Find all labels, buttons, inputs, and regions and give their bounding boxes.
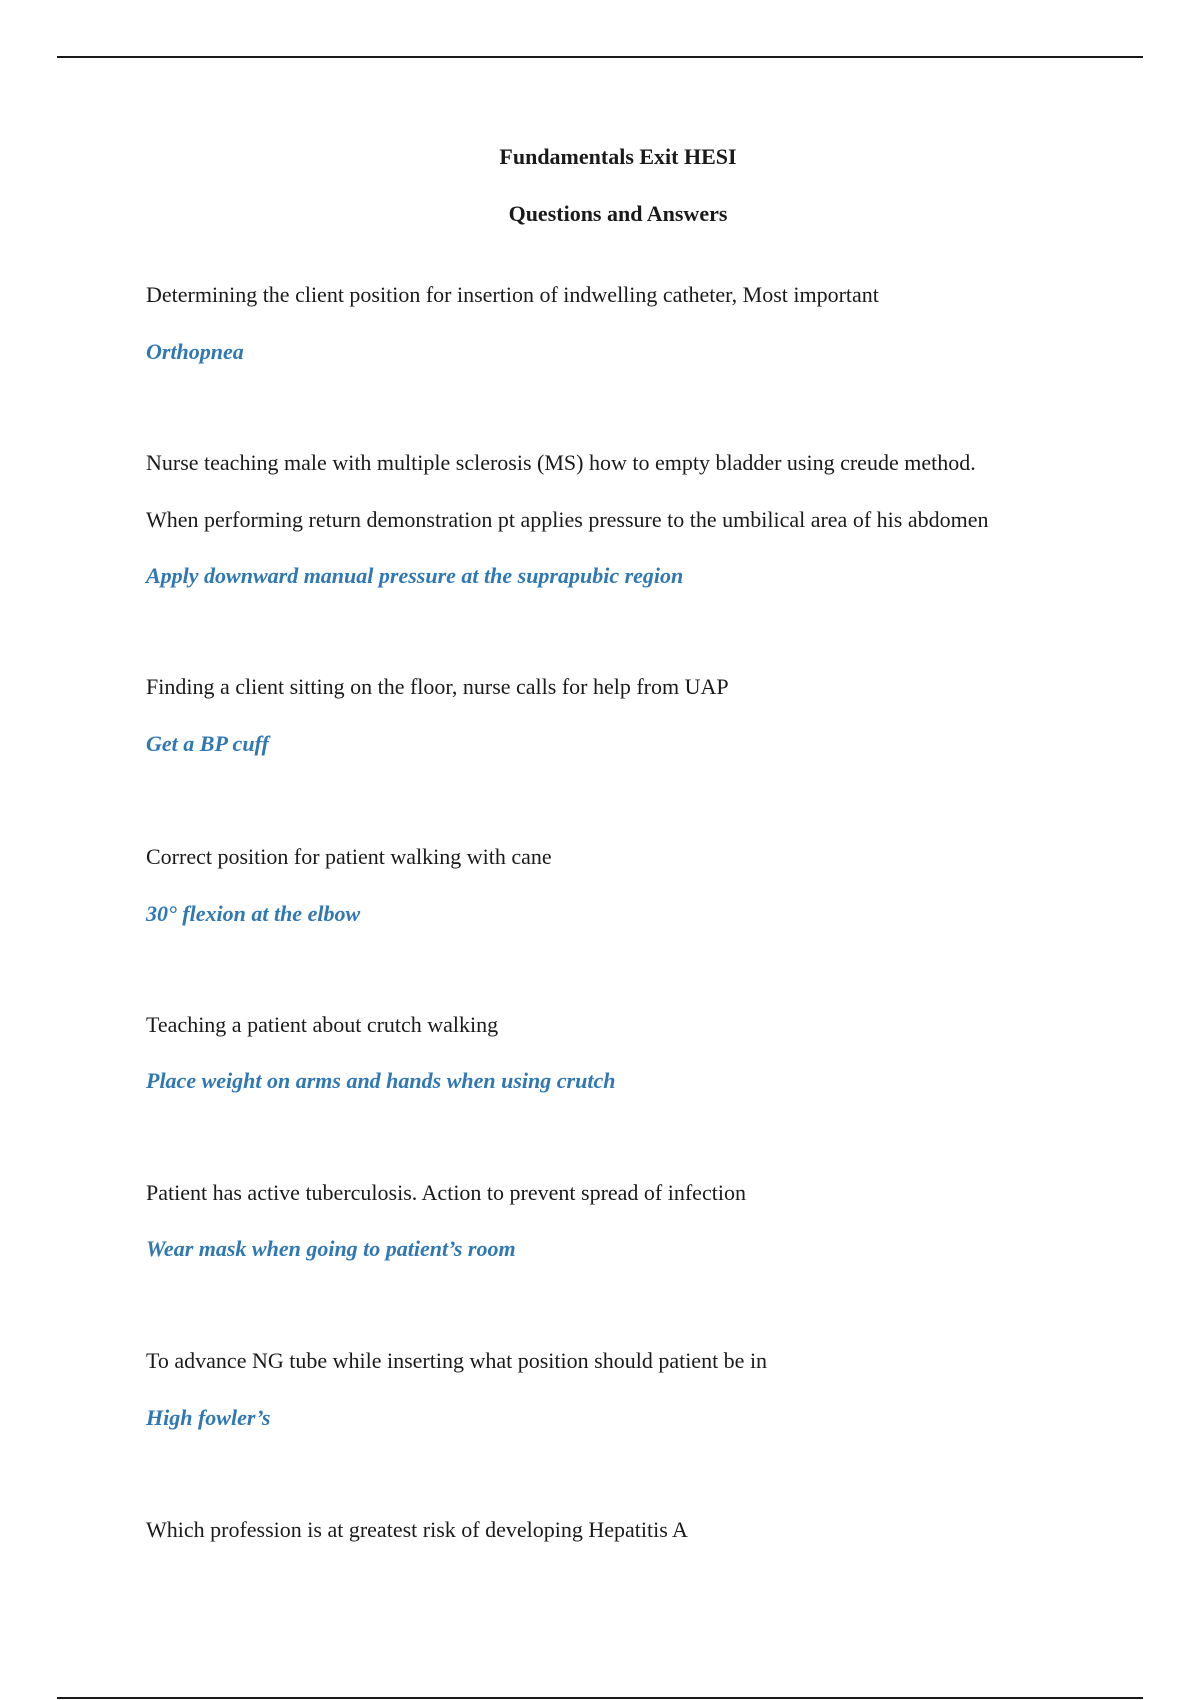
- question-1: Determining the client position for insertion of indwelling catheter, Most important: [146, 282, 879, 307]
- question-4: Correct position for patient walking with cane: [146, 844, 552, 869]
- answer-3: Get a BP cuff: [146, 731, 269, 756]
- footer-rule: [57, 1697, 1143, 1699]
- question-8: Which profession is at greatest risk of developing Hepatitis A: [146, 1517, 688, 1542]
- question-7: To advance NG tube while inserting what position should patient be in: [146, 1348, 768, 1373]
- header-rule: [57, 56, 1143, 58]
- question-2-line-1: Nurse teaching male with multiple sclerosis (MS) how to empty bladder using creude method.: [146, 450, 976, 475]
- answer-6: Wear mask when going to patient’s room: [146, 1236, 516, 1261]
- question-3: Finding a client sitting on the floor, nurse calls for help from UAP: [146, 674, 729, 699]
- question-5: Teaching a patient about crutch walking: [146, 1012, 499, 1037]
- document-subtitle: Questions and Answers: [508, 201, 728, 226]
- question-2-line-2: When performing return demonstration pt applies pressure to the umbilical area of his abdomen: [146, 507, 989, 532]
- answer-1: Orthopnea: [146, 339, 244, 364]
- answer-5: Place weight on arms and hands when using crutch: [146, 1068, 616, 1093]
- answer-7: High fowler’s: [146, 1405, 271, 1430]
- answer-4: 30° flexion at the elbow: [146, 901, 361, 926]
- question-6: Patient has active tuberculosis. Action to prevent spread of infection: [146, 1180, 746, 1205]
- document-title: Fundamentals Exit HESI: [499, 144, 737, 169]
- answer-2: Apply downward manual pressure at the suprapubic region: [146, 563, 684, 588]
